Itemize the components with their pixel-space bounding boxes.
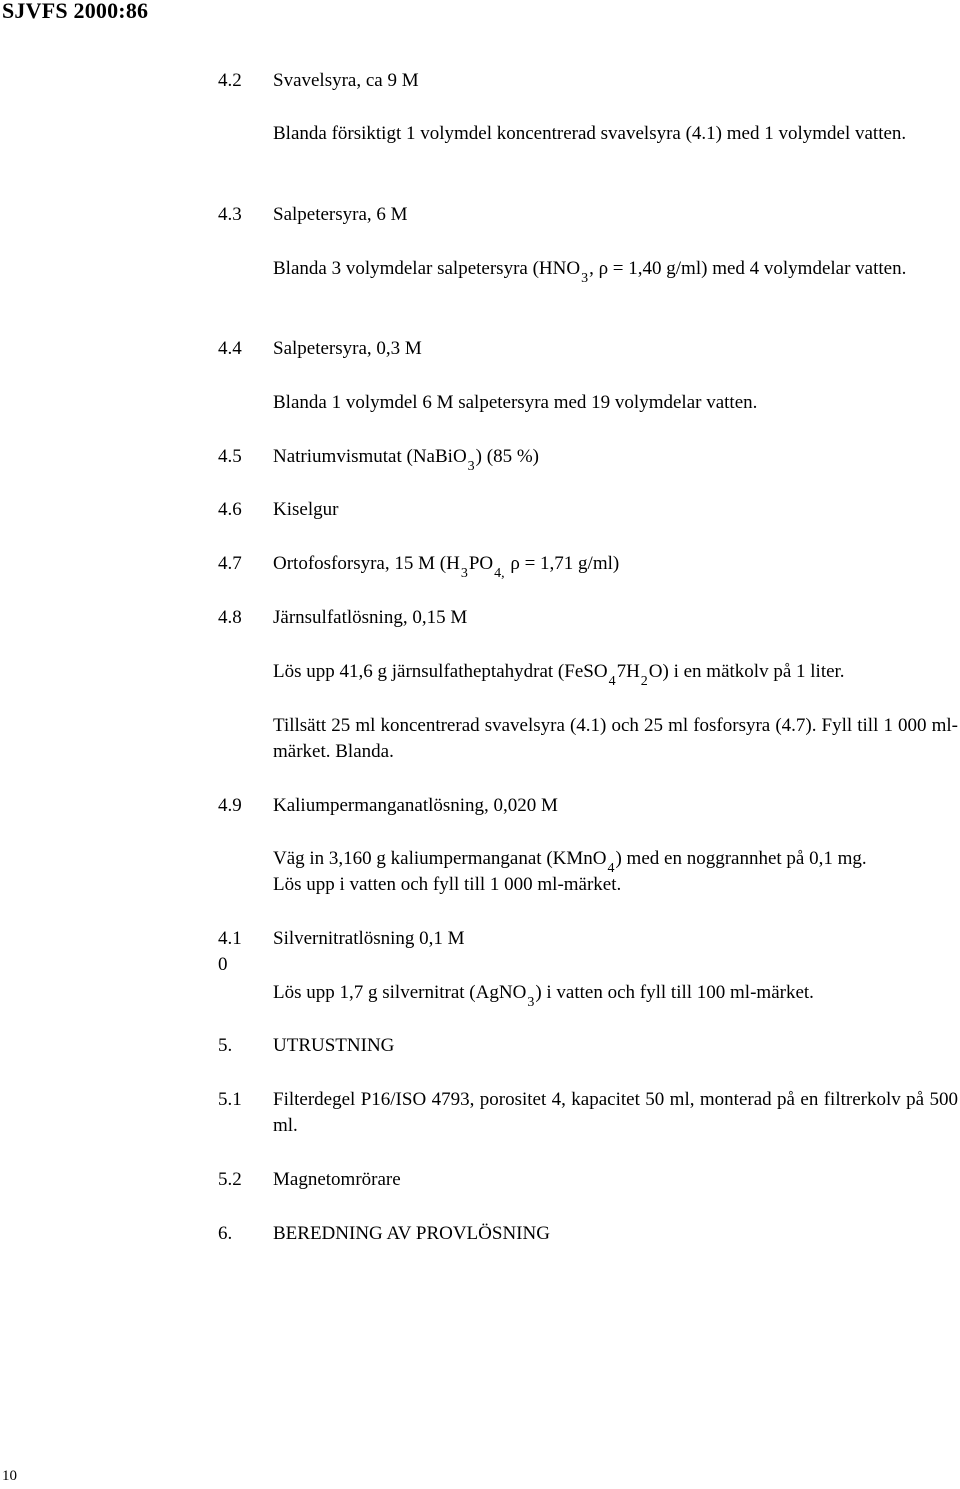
section-body-4-2: Blanda försiktigt 1 volymdel koncentrerad svavelsyra (4.1) med 1 volymdel vatten. [273, 123, 907, 144]
section-number-4-2: 4.2 [218, 70, 242, 91]
section-number-4-9: 4.9 [218, 795, 242, 816]
section-number-5-2: 5.2 [218, 1169, 242, 1190]
section-number-4-4: 4.4 [218, 338, 242, 359]
section-body-4-10: Lös upp 1,7 g silvernitrat (AgNO$_3$) i vatten och fyll till 100 ml-märket. [273, 982, 814, 1010]
section-title-5-2: Magnetomrörare [273, 1169, 401, 1190]
section-title-4-8: Järnsulfatlösning, 0,15 M [273, 607, 468, 628]
section-number-5: 5. [218, 1035, 233, 1056]
section-body-4-4: Blanda 1 volymdel 6 M salpetersyra med 19 volymdelar vatten. [273, 392, 758, 413]
section-number-6: 6. [218, 1223, 233, 1244]
section-title-4-7: Ortofosforsyra, 15 M ($H_3PO_{4,}$ ρ = 1,71 g/ml) [273, 553, 620, 581]
section-title-4-10: Silvernitratlösning 0,1 M [273, 928, 465, 949]
section-number-4-3: 4.3 [218, 204, 242, 225]
section-body-4-9-p1: Väg in 3,160 g kaliumpermanganat (KMnO$_4$) med en noggrannhet på 0,1 mg. [273, 848, 867, 876]
document-header: SJVFS 2000:86 [2, 0, 149, 23]
section-number-4-10: 4.1 0 [218, 928, 242, 975]
section-body-4-9-p2: Lös upp i vatten och fyll till 1 000 ml-märket. [273, 874, 622, 895]
section-title-4-4: Salpetersyra, 0,3 M [273, 338, 422, 359]
section-title-4-6: Kiselgur [273, 499, 339, 520]
section-title-5: UTRUSTNING [273, 1035, 395, 1056]
section-title-6: BEREDNING AV PROVLÖSNING [273, 1223, 550, 1244]
section-title-4-9: Kaliumpermanganatlösning, 0,020 M [273, 795, 558, 816]
section-title-4-3: Salpetersyra, 6 M [273, 204, 408, 225]
section-title-5-1: Filterdegel P16/ISO 4793, porositet 4, kapacitet 50 ml, monterad på en filtrerkolv på 500 ml. [273, 1089, 958, 1136]
section-body-4-3: Blanda 3 volymdelar salpetersyra ($HNO_3$, ρ = 1,40 g/ml) med 4 volymdelar vatten. [273, 258, 907, 286]
section-number-4-5: 4.5 [218, 446, 242, 467]
section-title-4-2: Svavelsyra, ca 9 M [273, 70, 419, 91]
section-body-4-8-p1: Lös upp 41,6 g järnsulfatheptahydrat $(FeSO_47H_2O)$ i en mätkolv på 1 liter. [273, 661, 845, 689]
section-number-4-7: 4.7 [218, 553, 242, 574]
page-number: 10 [2, 1468, 17, 1484]
section-title-4-5: Natriumvismutat (NaBiO$_3$) (85 %) [273, 446, 539, 474]
section-number-4-6: 4.6 [218, 499, 242, 520]
section-number-5-1: 5.1 [218, 1089, 242, 1110]
section-body-4-8-p2: Tillsätt 25 ml koncentrerad svavelsyra (4.1) och 25 ml fosforsyra (4.7). Fyll till 1 000 ml-märket. Blanda. [273, 715, 958, 762]
section-number-4-8: 4.8 [218, 607, 242, 628]
